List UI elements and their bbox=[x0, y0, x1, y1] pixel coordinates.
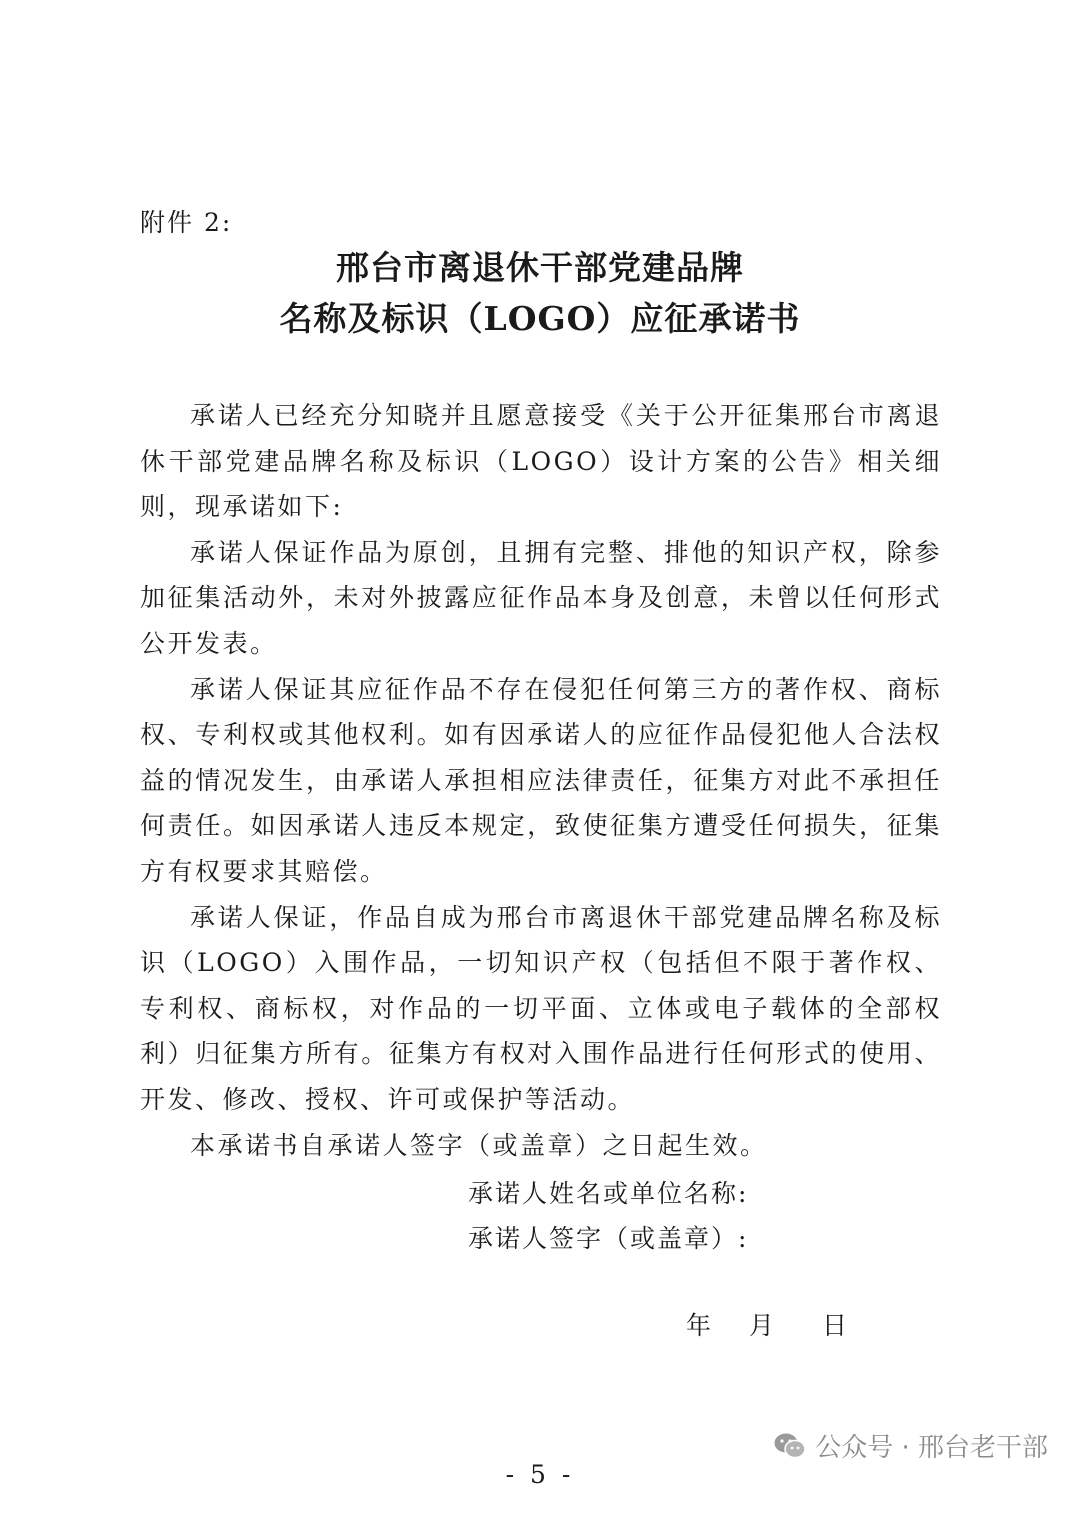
watermark bbox=[773, 1427, 1048, 1464]
date-day: 日 bbox=[822, 1311, 848, 1340]
paragraph-effective: 本承诺书自承诺人签字（或盖章）之日起生效。 bbox=[190, 1130, 768, 1160]
wechat-icon bbox=[773, 1431, 807, 1461]
date-year: 年 bbox=[686, 1311, 712, 1340]
paragraph-originality: 承诺人保证作品为原创，且拥有完整、排他的知识产权，除参加征集活动外，未对外披露应征作品本身及创意，未曾以任何形式公开发表。 bbox=[140, 537, 942, 658]
watermark-text: 公众号 · 邢台老干部 bbox=[815, 1433, 1048, 1463]
page-number: - 5 - bbox=[505, 1460, 575, 1489]
paragraph-infringement: 承诺人保证其应征作品不存在侵犯任何第三方的著作权、商标权、专利权或其他权利。如有因承诺人的应征作品侵犯他人合法权益的情况发生，由承诺人承担相应法律责任，征集方对此不承担任何责任。如因承诺人违反本规定，致使征集方遭受任何损失，征集方有权要求其赔偿。 bbox=[140, 674, 942, 886]
signatory-name-label: 承诺人姓名或单位名称: bbox=[468, 1179, 749, 1208]
document-body bbox=[140, 393, 942, 1168]
paragraph-intro: 承诺人已经充分知晓并且愿意接受《关于公开征集邢台市离退休干部党建品牌名称及标识（LOGO）设计方案的公告》相关细则，现承诺如下: bbox=[140, 401, 942, 522]
attachment-label: 附件 2: bbox=[140, 208, 233, 237]
document-title-line-2: 名称及标识（LOGO）应征承诺书 bbox=[279, 299, 801, 338]
document-title-line-1: 邢台市离退休干部党建品牌 bbox=[336, 248, 744, 287]
signature-label: 承诺人签字（或盖章）: bbox=[468, 1224, 749, 1253]
date-month: 月 bbox=[749, 1311, 775, 1340]
paragraph-ownership: 承诺人保证，作品自成为邢台市离退休干部党建品牌名称及标识（LOGO）入围作品，一切知识产权（包括但不限于著作权、专利权、商标权，对作品的一切平面、立体或电子载体的全部权利）归征集方所有。征集方有权对入围作品进行任何形式的使用、开发、修改、授权、许可或保护等活动。 bbox=[140, 902, 942, 1114]
